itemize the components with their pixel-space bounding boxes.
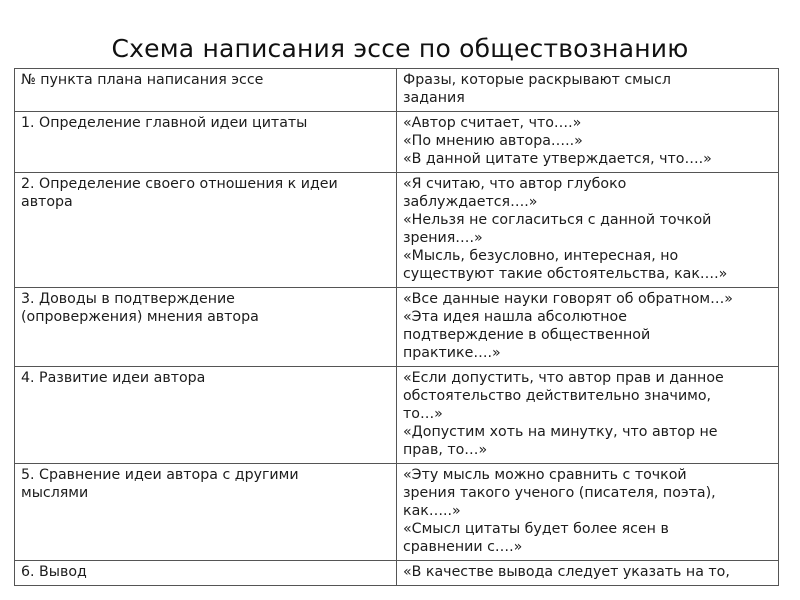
cell-line: зрения….» <box>403 230 483 246</box>
table-row <box>15 173 779 288</box>
cell-line: № пункта плана написания эссе <box>21 72 264 88</box>
cell-line: существуют такие обстоятельства, как….» <box>403 266 728 282</box>
step-cell <box>15 464 397 561</box>
cell-line: «Эту мысль можно сравнить с точкой <box>403 467 687 483</box>
cell-line: 4. Развитие идеи автора <box>21 370 206 386</box>
cell-line: задания <box>403 90 465 106</box>
cell-line: «В качестве вывода следует указать на то, <box>403 564 730 580</box>
cell-line: 6. Вывод <box>21 564 87 580</box>
step-cell <box>15 288 397 367</box>
table-row <box>15 464 779 561</box>
step-cell <box>15 367 397 464</box>
header-cell-plan-step <box>15 69 397 112</box>
table-row <box>15 288 779 367</box>
table-row <box>15 112 779 173</box>
cell-line: обстоятельство действительно значимо, <box>403 388 712 404</box>
cell-line: «Я считаю, что автор глубоко <box>403 176 627 192</box>
cell-line: «Все данные науки говорят об обратном…» <box>403 291 733 307</box>
cell-line: сравнении с….» <box>403 539 523 555</box>
phrases-cell <box>397 173 779 288</box>
page-title: Схема написания эссе по обществознанию <box>111 34 689 63</box>
phrases-cell <box>397 561 779 586</box>
cell-line: «Эта идея нашла абсолютное <box>403 309 627 325</box>
essay-plan-table <box>14 68 779 586</box>
step-cell <box>15 112 397 173</box>
cell-line: «Мысль, безусловно, интересная, но <box>403 248 679 264</box>
cell-line: (опровержения) мнения автора <box>21 309 259 325</box>
cell-line: 3. Доводы в подтверждение <box>21 291 235 307</box>
cell-line: практике….» <box>403 345 501 361</box>
cell-line: «Если допустить, что автор прав и данное <box>403 370 724 386</box>
table-header-row <box>15 69 779 112</box>
cell-line: 5. Сравнение идеи автора с другими <box>21 467 299 483</box>
cell-line: «Автор считает, что….» <box>403 115 582 131</box>
phrases-cell <box>397 367 779 464</box>
cell-line: «Допустим хоть на минутку, что автор не <box>403 424 718 440</box>
cell-line: «Нельзя не согласиться с данной точкой <box>403 212 712 228</box>
cell-line: подтверждение в общественной <box>403 327 651 343</box>
step-cell <box>15 561 397 586</box>
cell-line: «В данной цитате утверждается, что….» <box>403 151 712 167</box>
cell-line: автора <box>21 194 73 210</box>
cell-line: «Смысл цитаты будет более ясен в <box>403 521 669 537</box>
cell-line: прав, то…» <box>403 442 488 458</box>
phrases-cell <box>397 112 779 173</box>
cell-line: заблуждается….» <box>403 194 538 210</box>
cell-line: мыслями <box>21 485 89 501</box>
phrases-cell <box>397 464 779 561</box>
cell-line: 2. Определение своего отношения к идеи <box>21 176 338 192</box>
cell-line: 1. Определение главной идеи цитаты <box>21 115 308 131</box>
step-cell <box>15 173 397 288</box>
phrases-cell <box>397 288 779 367</box>
table-row <box>15 367 779 464</box>
cell-line: то…» <box>403 406 443 422</box>
cell-line: Фразы, которые раскрывают смысл <box>403 72 671 88</box>
cell-line: зрения такого ученого (писателя, поэта), <box>403 485 716 501</box>
cell-line: «По мнению автора…..» <box>403 133 583 149</box>
cell-line: как…..» <box>403 503 461 519</box>
header-cell-phrases <box>397 69 779 112</box>
table-row <box>15 561 779 586</box>
